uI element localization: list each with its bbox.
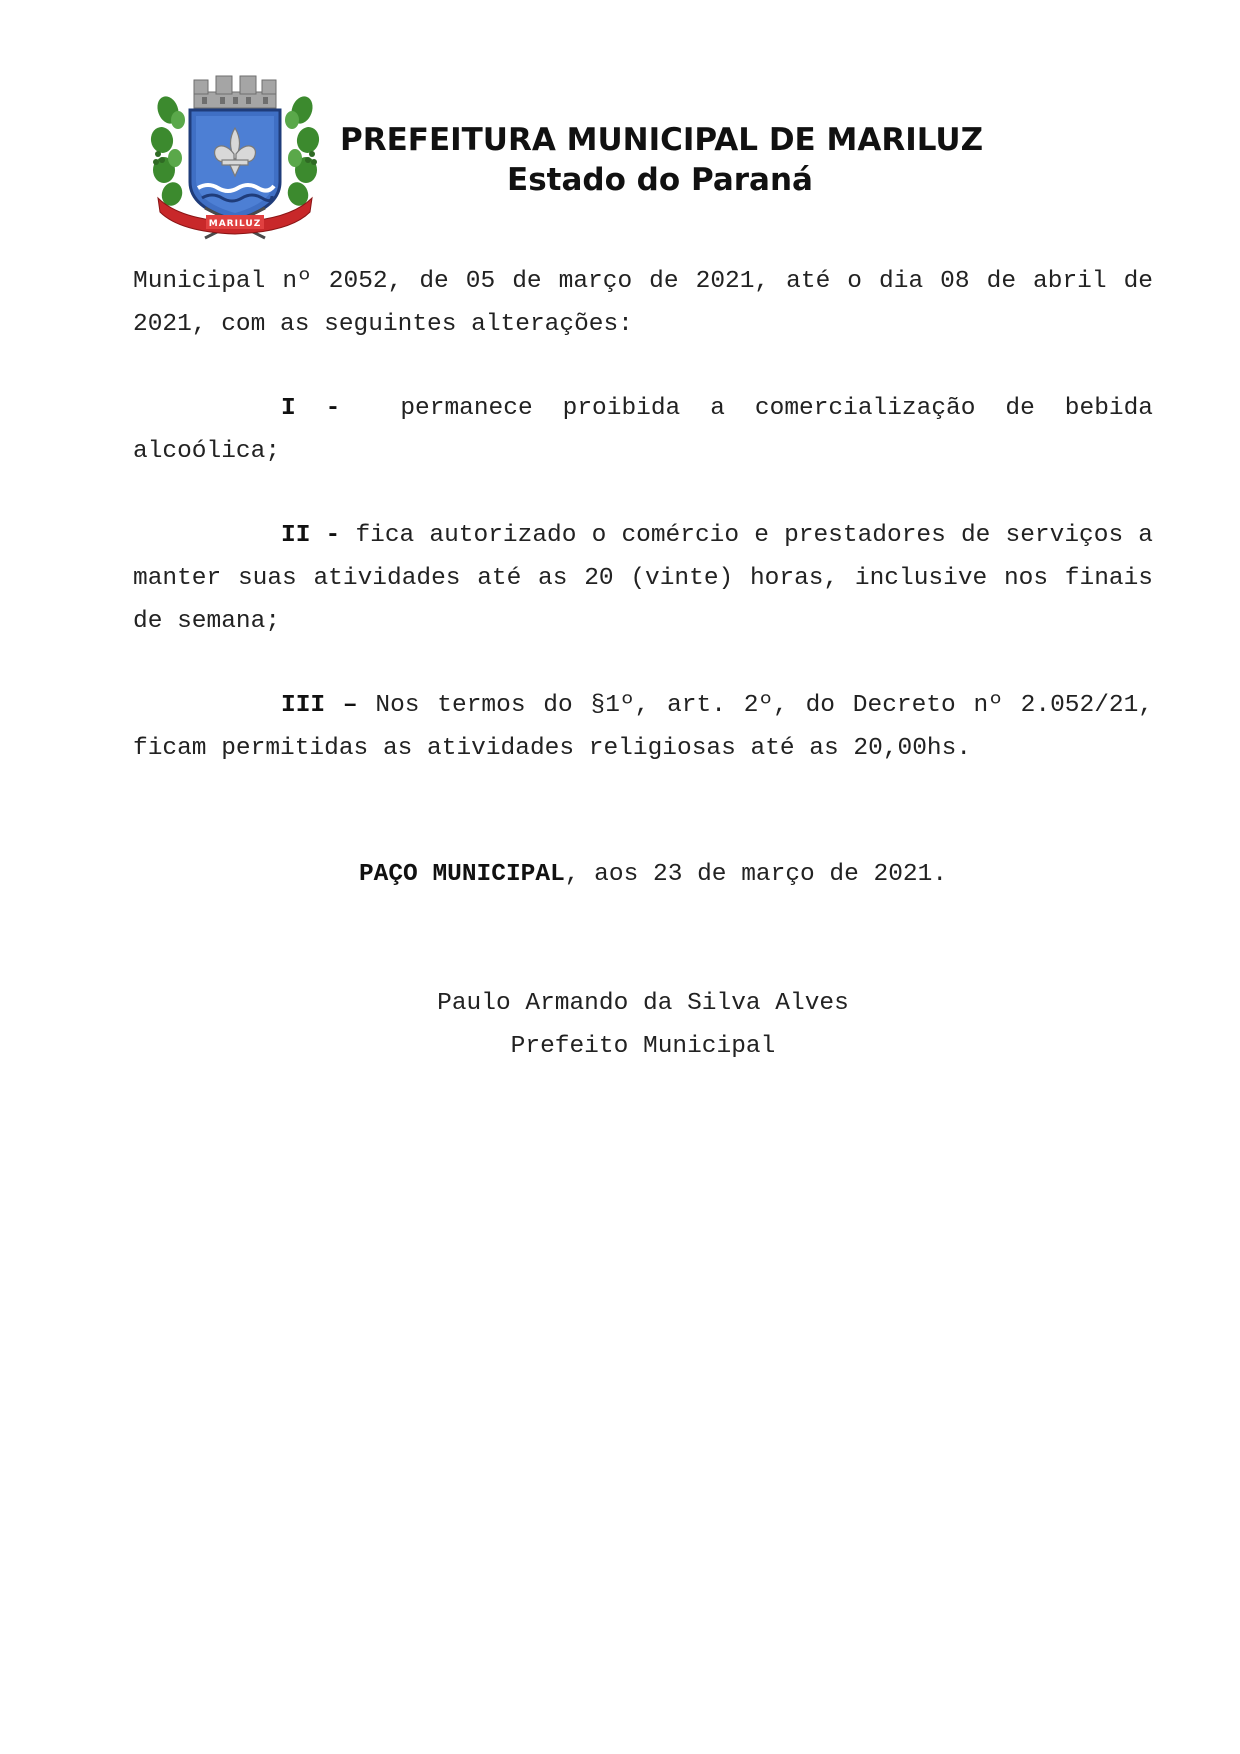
intro-paragraph: Municipal nº 2052, de 05 de março de 2021, até o dia 08 de abril de 2021, com as seguintes alterações: [133, 268, 1153, 338]
item-text-3: Nos termos do §1º, art. 2º, do Decreto nº 2.052/21, ficam permitidas as atividades religiosas até as 20,00hs. [133, 692, 1154, 762]
coat-of-arms-logo [150, 70, 320, 242]
item-paragraph-2 [133, 514, 1153, 643]
item-label-1: I - [281, 395, 341, 422]
signatory-name: Paulo Armando da Silva Alves [437, 990, 849, 1017]
state-name: Estado do Paraná [507, 162, 813, 198]
svg-text:MARILUZ: MARILUZ [208, 219, 262, 229]
closing-date: , aos 23 de março de 2021. [564, 861, 948, 888]
item-label-2: II - [281, 522, 341, 549]
item-label-3: III – [281, 692, 358, 719]
closing-line [133, 853, 1153, 896]
item-text-2: fica autorizado o comércio e prestadores de serviços a manter suas atividades até as 20 (vinte) horas, inclusive nos finais de semana; [133, 522, 1154, 635]
item-paragraph-1 [133, 387, 1153, 473]
closing-place: PAÇO MUNICIPAL [358, 861, 565, 888]
item-paragraph-3 [133, 684, 1153, 770]
item-text-1: permanece proibida a comercialização de bebida alcoólica; [133, 395, 1154, 465]
letterhead [0, 0, 1240, 250]
signatory-role: Prefeito Municipal [510, 1033, 776, 1060]
municipality-name: PREFEITURA MUNICIPAL DE MARILUZ [340, 122, 984, 158]
letterhead-title [340, 120, 984, 200]
